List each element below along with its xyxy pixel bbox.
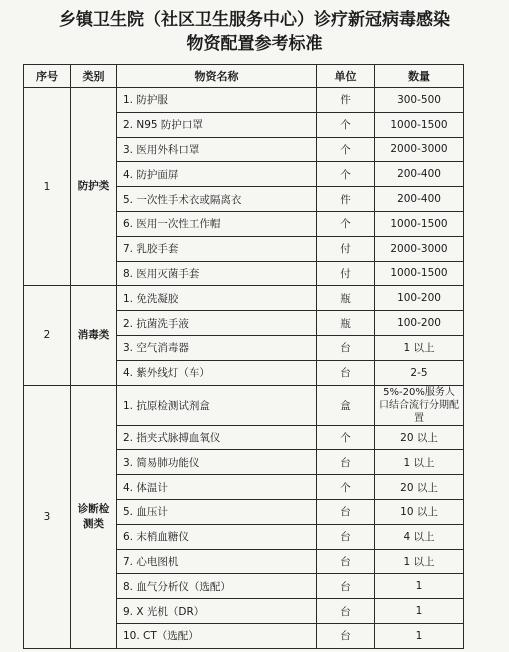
item-quantity: 1 以上 <box>375 450 464 475</box>
document-title <box>0 8 509 56</box>
item-unit: 件 <box>317 88 375 113</box>
header-item-name: 物资名称 <box>117 65 317 88</box>
item-quantity: 2-5 <box>375 360 464 385</box>
item-unit: 个 <box>317 211 375 236</box>
item-quantity: 20 以上 <box>375 425 464 450</box>
item-quantity: 5%-20%服务人口结合流行分期配置 <box>375 385 464 425</box>
item-name: 6. 医用一次性工作帽 <box>117 211 317 236</box>
item-name: 3. 空气消毒器 <box>117 335 317 360</box>
group-category: 防护类 <box>71 88 117 286</box>
title-line-1: 乡镇卫生院（社区卫生服务中心）诊疗新冠病毒感染 <box>59 10 450 30</box>
item-name: 10. CT（选配） <box>117 623 317 648</box>
item-quantity: 10 以上 <box>375 499 464 524</box>
header-category: 类别 <box>71 65 117 88</box>
item-name: 1. 免洗凝胶 <box>117 286 317 311</box>
item-name: 7. 心电图机 <box>117 549 317 574</box>
item-quantity: 200-400 <box>375 187 464 212</box>
item-unit: 台 <box>317 335 375 360</box>
item-name: 7. 乳胶手套 <box>117 236 317 261</box>
item-name: 8. 医用灭菌手套 <box>117 261 317 286</box>
item-quantity: 20 以上 <box>375 475 464 500</box>
item-unit: 盒 <box>317 385 375 425</box>
item-quantity: 1 <box>375 599 464 624</box>
item-quantity: 2000-3000 <box>375 137 464 162</box>
item-unit: 台 <box>317 450 375 475</box>
table-body <box>24 88 464 649</box>
header-no: 序号 <box>24 65 71 88</box>
header-quantity: 数量 <box>375 65 464 88</box>
item-name: 4. 体温计 <box>117 475 317 500</box>
item-unit: 个 <box>317 425 375 450</box>
item-unit: 个 <box>317 137 375 162</box>
item-name: 2. N95 防护口罩 <box>117 112 317 137</box>
item-name: 9. X 光机（DR） <box>117 599 317 624</box>
group-category: 消毒类 <box>71 286 117 385</box>
item-unit: 台 <box>317 524 375 549</box>
item-name: 1. 防护服 <box>117 88 317 113</box>
item-quantity: 1 以上 <box>375 335 464 360</box>
item-name: 3. 医用外科口罩 <box>117 137 317 162</box>
item-name: 5. 一次性手术衣或隔离衣 <box>117 187 317 212</box>
item-unit: 个 <box>317 475 375 500</box>
item-unit: 台 <box>317 360 375 385</box>
group-number: 1 <box>24 88 71 286</box>
item-unit: 台 <box>317 599 375 624</box>
item-unit: 台 <box>317 574 375 599</box>
item-quantity: 2000-3000 <box>375 236 464 261</box>
item-unit: 瓶 <box>317 286 375 311</box>
item-name: 5. 血压计 <box>117 499 317 524</box>
item-name: 1. 抗原检测试剂盒 <box>117 385 317 425</box>
item-unit: 件 <box>317 187 375 212</box>
supply-table <box>23 64 464 649</box>
item-quantity: 300-500 <box>375 88 464 113</box>
item-unit: 台 <box>317 499 375 524</box>
item-name: 4. 防护面屏 <box>117 162 317 187</box>
item-name: 6. 末梢血糖仪 <box>117 524 317 549</box>
group-number: 2 <box>24 286 71 385</box>
item-unit: 付 <box>317 236 375 261</box>
item-name: 2. 抗菌洗手液 <box>117 311 317 336</box>
item-unit: 台 <box>317 549 375 574</box>
item-unit: 付 <box>317 261 375 286</box>
item-unit: 个 <box>317 112 375 137</box>
table-row <box>24 385 464 425</box>
item-quantity: 1000-1500 <box>375 261 464 286</box>
group-category: 诊断检测类 <box>71 385 117 648</box>
table-row <box>24 286 464 311</box>
item-quantity: 100-200 <box>375 311 464 336</box>
item-quantity: 100-200 <box>375 286 464 311</box>
item-name: 3. 简易肺功能仪 <box>117 450 317 475</box>
group-number: 3 <box>24 385 71 648</box>
item-quantity: 1 以上 <box>375 549 464 574</box>
item-quantity: 1000-1500 <box>375 211 464 236</box>
item-quantity: 200-400 <box>375 162 464 187</box>
table-row <box>24 88 464 113</box>
item-quantity: 4 以上 <box>375 524 464 549</box>
item-unit: 瓶 <box>317 311 375 336</box>
header-unit: 单位 <box>317 65 375 88</box>
item-quantity: 1000-1500 <box>375 112 464 137</box>
item-name: 4. 紫外线灯（车） <box>117 360 317 385</box>
table-header-row <box>24 65 464 88</box>
title-line-2: 物资配置参考标准 <box>186 34 323 54</box>
item-unit: 个 <box>317 162 375 187</box>
item-quantity: 1 <box>375 574 464 599</box>
item-name: 8. 血气分析仪（选配） <box>117 574 317 599</box>
item-quantity: 1 <box>375 623 464 648</box>
item-unit: 台 <box>317 623 375 648</box>
item-name: 2. 指夹式脉搏血氧仪 <box>117 425 317 450</box>
